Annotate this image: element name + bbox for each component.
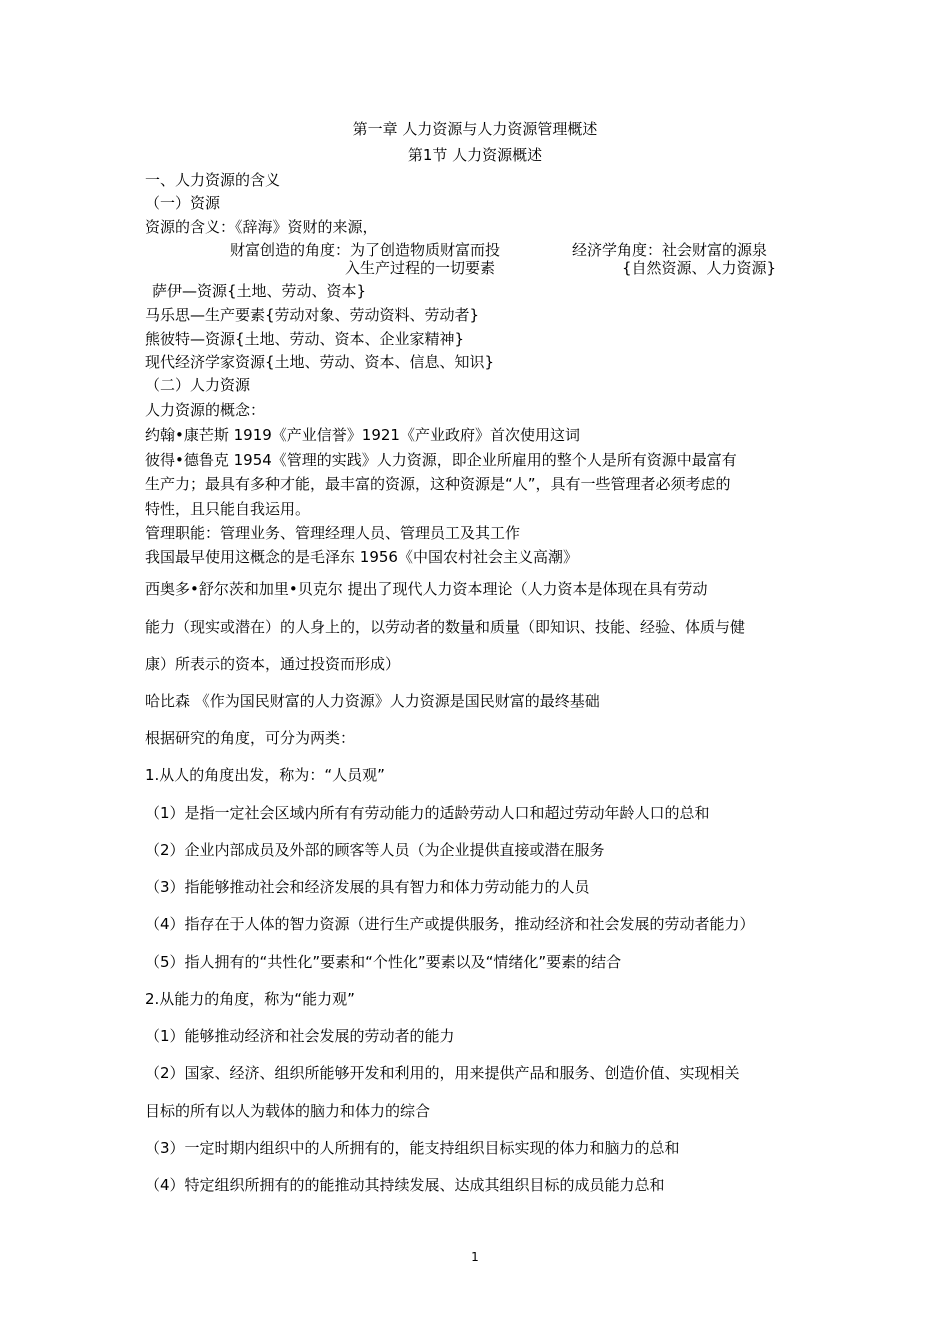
list-item: （3）一定时期内组织中的人所拥有的，能支持组织目标实现的体力和脑力的总和 [145,1139,680,1157]
text-line: 资源的含义：《辞海》资财的来源， [145,218,378,236]
text-line: 2.从能力的角度，称为“能力观” [145,990,355,1008]
text-line: 哈比森 《作为国民财富的人力资源》人力资源是国民财富的最终基础 [145,692,600,710]
text-line: 能力（现实或潜在）的人身上的，以劳动者的数量和质量（即知识、技能、经验、体质与健 [145,618,746,636]
list-item: （5）指人拥有的“共性化”要素和“个性化”要素以及“情绪化”要素的结合 [145,953,622,971]
list-item: （4）指存在于人体的智力资源（进行生产或提供服务，推动经济和社会发展的劳动者能力） [145,915,755,933]
page-number: 1 [471,1250,479,1264]
list-item: （2）企业内部成员及外部的顾客等人员（为企业提供直接或潜在服务 [145,841,605,859]
text-line: 西奥多•舒尔茨和加里•贝克尔 提出了现代人力资本理论（人力资本是体现在具有劳动 [145,580,708,598]
text-line: 1.从人的角度出发，称为：“人员观” [145,766,385,784]
text-line: 根据研究的角度，可分为两类： [145,729,356,747]
text-line: 经济学角度：社会财富的源泉 [572,241,768,259]
text-line: 人力资源的概念： [145,401,266,419]
text-line: 管理职能：管理业务、管理经理人员、管理员工及其工作 [145,524,521,542]
list-item: （4）特定组织所拥有的的能推动其持续发展、达成其组织目标的成员能力总和 [145,1176,665,1194]
list-item: （3）指能够推动社会和经济发展的具有智力和体力劳动能力的人员 [145,878,590,896]
text-line: 特性，且只能自我运用。 [145,500,311,518]
text-line: 马乐思—生产要素{劳动对象、劳动资料、劳动者} [145,306,480,324]
text-line: 生产力；最具有多种才能，最丰富的资源，这种资源是“人”，具有一些管理者必须考虑的 [145,475,731,493]
section-title: 第1节 人力资源概述 [407,146,543,164]
text-line: 约翰•康芒斯 1919《产业信誉》1921《产业政府》首次使用这词 [145,426,580,444]
list-item: （1）是指一定社会区域内所有有劳动能力的适龄劳动人口和超过劳动年龄人口的总和 [145,804,710,822]
text-line: 我国最早使用这概念的是毛泽东 1956《中国农村社会主义高潮》 [145,548,578,566]
subheading-human-resource: （二）人力资源 [145,376,251,394]
text-line: 熊彼特—资源{土地、劳动、资本、企业家精神} [145,330,465,348]
text-line: 财富创造的角度：为了创造物质财富而投 [230,241,501,259]
text-line: 康）所表示的资本，通过投资而形成） [145,655,401,673]
list-item: （2）国家、经济、组织所能够开发和利用的，用来提供产品和服务、创造价值、实现相关 [145,1064,740,1082]
list-item: （1）能够推动经济和社会发展的劳动者的能力 [145,1027,455,1045]
text-line: 彼得•德鲁克 1954《管理的实践》人力资源，即企业所雇用的整个人是所有资源中最富有 [145,451,737,469]
list-item: 目标的所有以人为载体的脑力和体力的综合 [145,1102,431,1120]
text-line: {自然资源、人力资源} [622,259,777,277]
text-line: 萨伊—资源{土地、劳动、资本} [152,282,367,300]
heading-meaning: 一、人力资源的含义 [145,171,281,189]
text-line: 入生产过程的一切要素 [345,259,496,277]
subheading-resource: （一）资源 [145,194,221,212]
chapter-title: 第一章 人力资源与人力资源管理概述 [352,120,598,138]
text-line: 现代经济学家资源{土地、劳动、资本、信息、知识} [145,353,495,371]
